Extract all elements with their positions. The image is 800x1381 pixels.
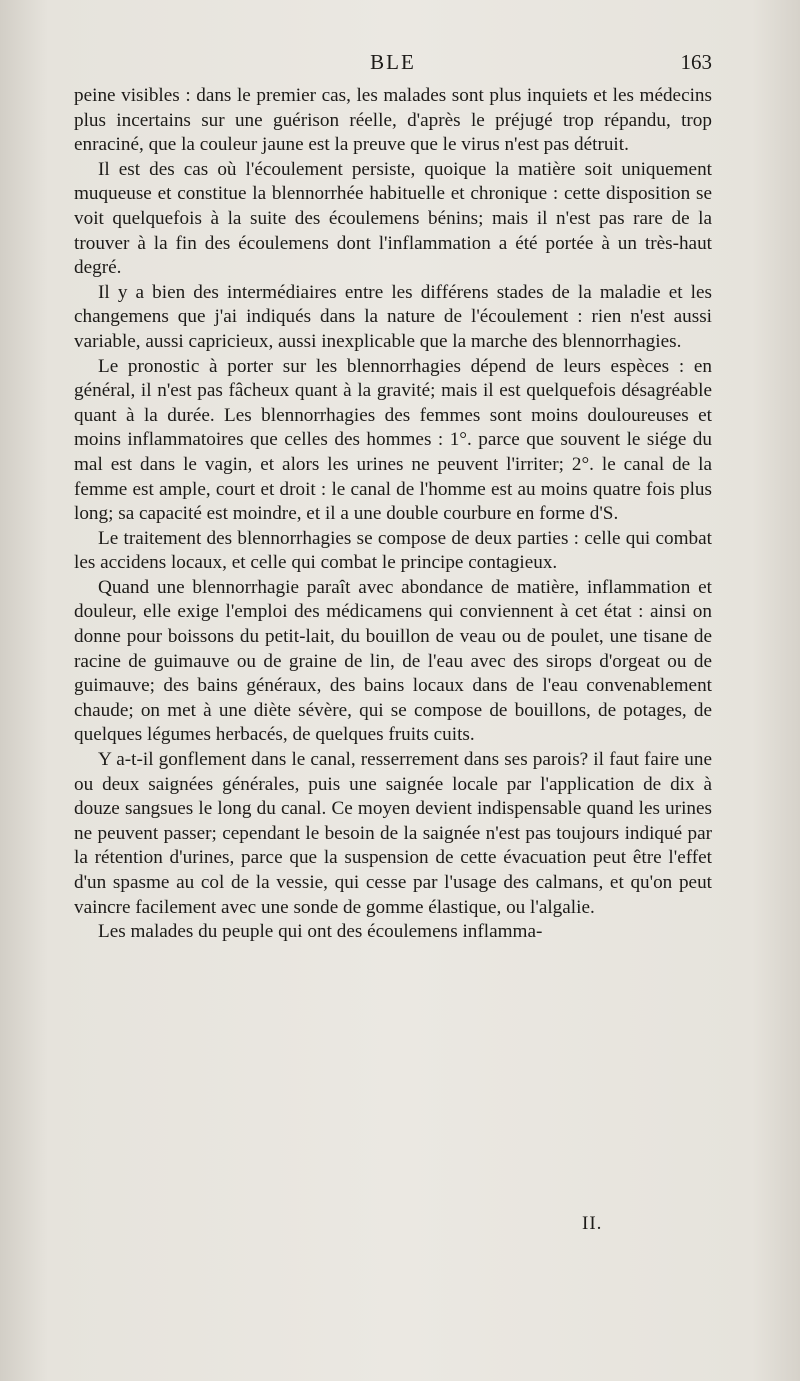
signature-mark: II. (582, 1213, 603, 1234)
paragraph: Quand une blennorrhagie paraît avec abondance de matière, inflammation et douleur, elle exige l'emploi des médicamens qui conviennent à cet état : ainsi on donne pour boissons du petit-lait, du bouillon de veau ou de poulet, une tisane de racine de guimauve ou de graine de lin, de l'eau avec des sirops d'orgeat ou de guimauve; des bains généraux, des bains locaux dans de l'eau convenablement chaude; on met à une diète sévère, qui se compose de bouillons, de potages, de quelques légumes herbacés, de quelques fruits cuits. (74, 576, 712, 746)
page-body (74, 84, 712, 945)
paragraph: Le traitement des blennorrhagies se compose de deux parties : celle qui combat les accidens locaux, et celle qui combat le principe contagieux. (74, 527, 712, 574)
paragraph: Y a-t-il gonflement dans le canal, resserrement dans ses parois? il faut faire une ou deux saignées générales, puis une saignée locale par l'application de dix à douze sangsues le long du canal. Ce moyen devient indispensable quand les urines ne peuvent passer; cependant le besoin de la saignée n'est pas toujours indiqué par la rétention d'urines, parce que la suspension de cette évacuation peut être l'effet d'un spasme au col de la vessie, qui cesse par l'usage des calmans, et qu'on peut vaincre facilement avec une sonde de gomme élastique, ou l'algalie. (74, 749, 712, 918)
paragraph: Il y a bien des intermédiaires entre les différens stades de la maladie et les changemens que j'ai indiqués dans la nature de l'écoulement : rien n'est aussi variable, aussi capricieux, aussi inexplicable que la marche des blennorrhagies. (74, 281, 712, 352)
paragraph: peine visibles : dans le premier cas, les malades sont plus inquiets et les médecins plus incertains sur une guérison réelle, d'après le préjugé trop répandu, trop enraciné, que la couleur jaune est la preuve que le virus n'est pas détruit. (74, 85, 712, 156)
running-head: BLE (370, 50, 416, 74)
paragraph: Il est des cas où l'écoulement persiste, quoique la matière soit uniquement muqueuse et constitue la blennorrhée habituelle et chronique : cette disposition se voit quelquefois à la suite des écoulemens bénins; mais il n'est pas rare de la trouver à la fin des écoulemens dont l'inflammation a été portée à un très-haut degré. (74, 158, 712, 279)
paragraph: Le pronostic à porter sur les blennorrhagies dépend de leurs espèces : en général, il n'est pas fâcheux quant à la gravité; mais il est quelquefois désagréable quant à la durée. Les blennorrhagies des femmes sont moins douloureuses et moins inflammatoires que celles des hommes : 1°. parce que souvent le siége du mal est dans le vagin, et alors les urines ne peuvent l'irriter; 2°. le canal de la femme est ample, court et droit : le canal de l'homme est au moins quatre fois plus long; sa capacité est moindre, et il a une double courbure en forme d'S. (74, 355, 712, 525)
paragraph-last-line: Les malades du peuple qui ont des écoulemens inflamma- (98, 921, 543, 943)
page-header (74, 50, 712, 80)
page-number: 163 (680, 50, 712, 74)
